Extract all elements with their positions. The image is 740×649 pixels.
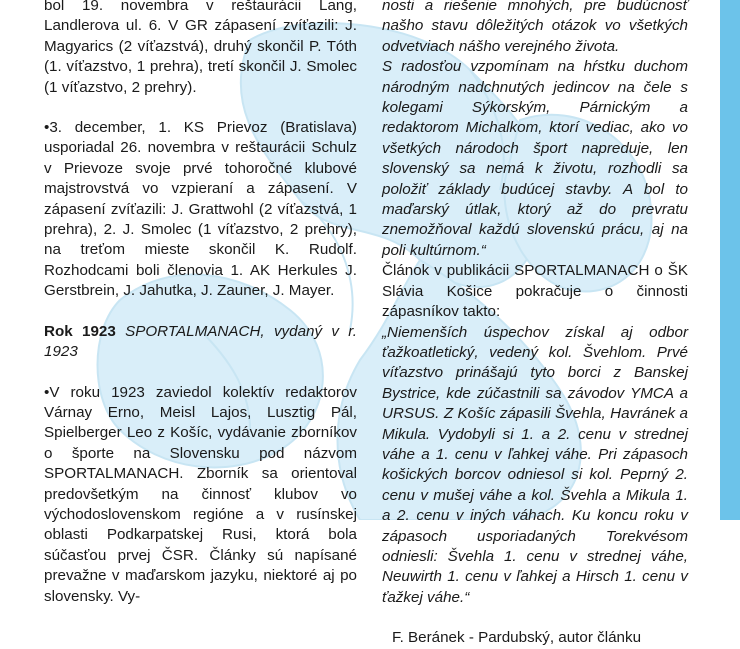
paragraph-prievoz-championship: •3. december, 1. KS Prievoz (Bratislava) usporiadal 26. novembra v reštaurácii Schulz v Prievoze svoje prvé tohoročné klubové majstrovstvá vo vzpieraní a zápasení. V zápasení zvíťazili: J. Grattwohl (2 víťazstvá, 1 prehra), 2. J. Smolec (1 víťazstvo, 2 prehry), na treťom mieste skončil K. Rudolf. Rozhodcami boli členovia 1. AK Herkules J. Gerstbrein, J. Jahutka, J. Zauner, J. Mayer. [44, 119, 357, 300]
paragraph-article-intro: Článok v publikácii SPORTALMANACH o ŠK Slávia Košice pokračuje o činnosti zápasníkov takto: [382, 262, 688, 321]
right-edge-color-stripe [720, 0, 740, 520]
heading-year: Rok 1923 [44, 322, 116, 340]
heading-subtitle: SPORTALMANACH, vydaný v r. 1923 [44, 322, 357, 361]
section-heading-1923 [44, 322, 357, 363]
left-text-column [44, 0, 357, 607]
paragraph-sportalmanach: •V roku 1923 zaviedol kolektív redaktorov Várnay Erno, Meisl Lajos, Lusztig Pál, Spielberger Leo z Košíc, vydávanie zborníkov o športe na Slovensku pod názvom SPORTALMANACH. Zborník sa orientoval predovšetkým na činnosť klubov vo východoslovenskom regióne a v rusínskej oblasti Podkarpatskej Rusi, ktorá bola súčasťou prvej ČSR. Články sú napísané prevažne v maďarskom jazyku, niektoré aj po slovensky. Vy- [44, 383, 357, 605]
quote-continuation: nosti a riešenie mnohých, pre budúcnosť našho stavu dôležitých otázok vo všetkých odvetviach nášho verejného života. [382, 0, 688, 55]
quote-remembrance: S radosťou vzpomínam na hŕstku duchom národným nadchnutých jedincov na čele s kolegami Sýkorským, Párnickým a redaktorom Michalkom, ktorí vediac, ako vo všetkých národoch šport napreduje, len slovenský sa nemá k životu, rozhodli sa položiť základy budúcej stavby. A bol to maďarský útlak, ktorý až do prevratu znemožňoval každú slovenskú prácu, aj na poli kultúrnom.“ [382, 58, 688, 259]
article-author: F. Beránek - Pardubský, autor článku [392, 629, 642, 647]
quote-weightlifting-results: „Niemenších úspechov získal aj odbor ťažkoatletický, vedený kol. Švehlom. Prvé víťazstvo prinášajú tyto borci z Banskej Bystrice, kde zúčastnili sa závodov YMCA a URSUS. Z Košíc zápasili Švehla, Havránek a Mikula. Vydobyli si 1. a 2. cenu v strednej váhe a 1. cenu v ľahkej váhe. Pri zápasoch košických borcov odniesol si kol. Peprný 2. cenu v mušej váhe a kol. Švehla a Mikula 1. a 2. cenu v iných váhach. Ku koncu roku v zápasoch usporiadaných Torekvésom odniesli: Švehla 1. cenu v strednej váhe, Neuwirth 1. cenu v ľahkej a Hirsch 1. cenu v ťažkej váhe.“ [382, 323, 688, 606]
right-text-column [382, 0, 688, 649]
paragraph-results-lang: bol 19. novembra v reštaurácii Lang, Landlerova ul. 6. V GR zápasení zvíťazili: J. Magyarics (2 víťazstvá), druhý skončil P. Tóth (1. víťazstvo, 1 prehra), tretí skončil J. Smolec (1 víťazstvo, 2 prehry). [44, 0, 357, 96]
